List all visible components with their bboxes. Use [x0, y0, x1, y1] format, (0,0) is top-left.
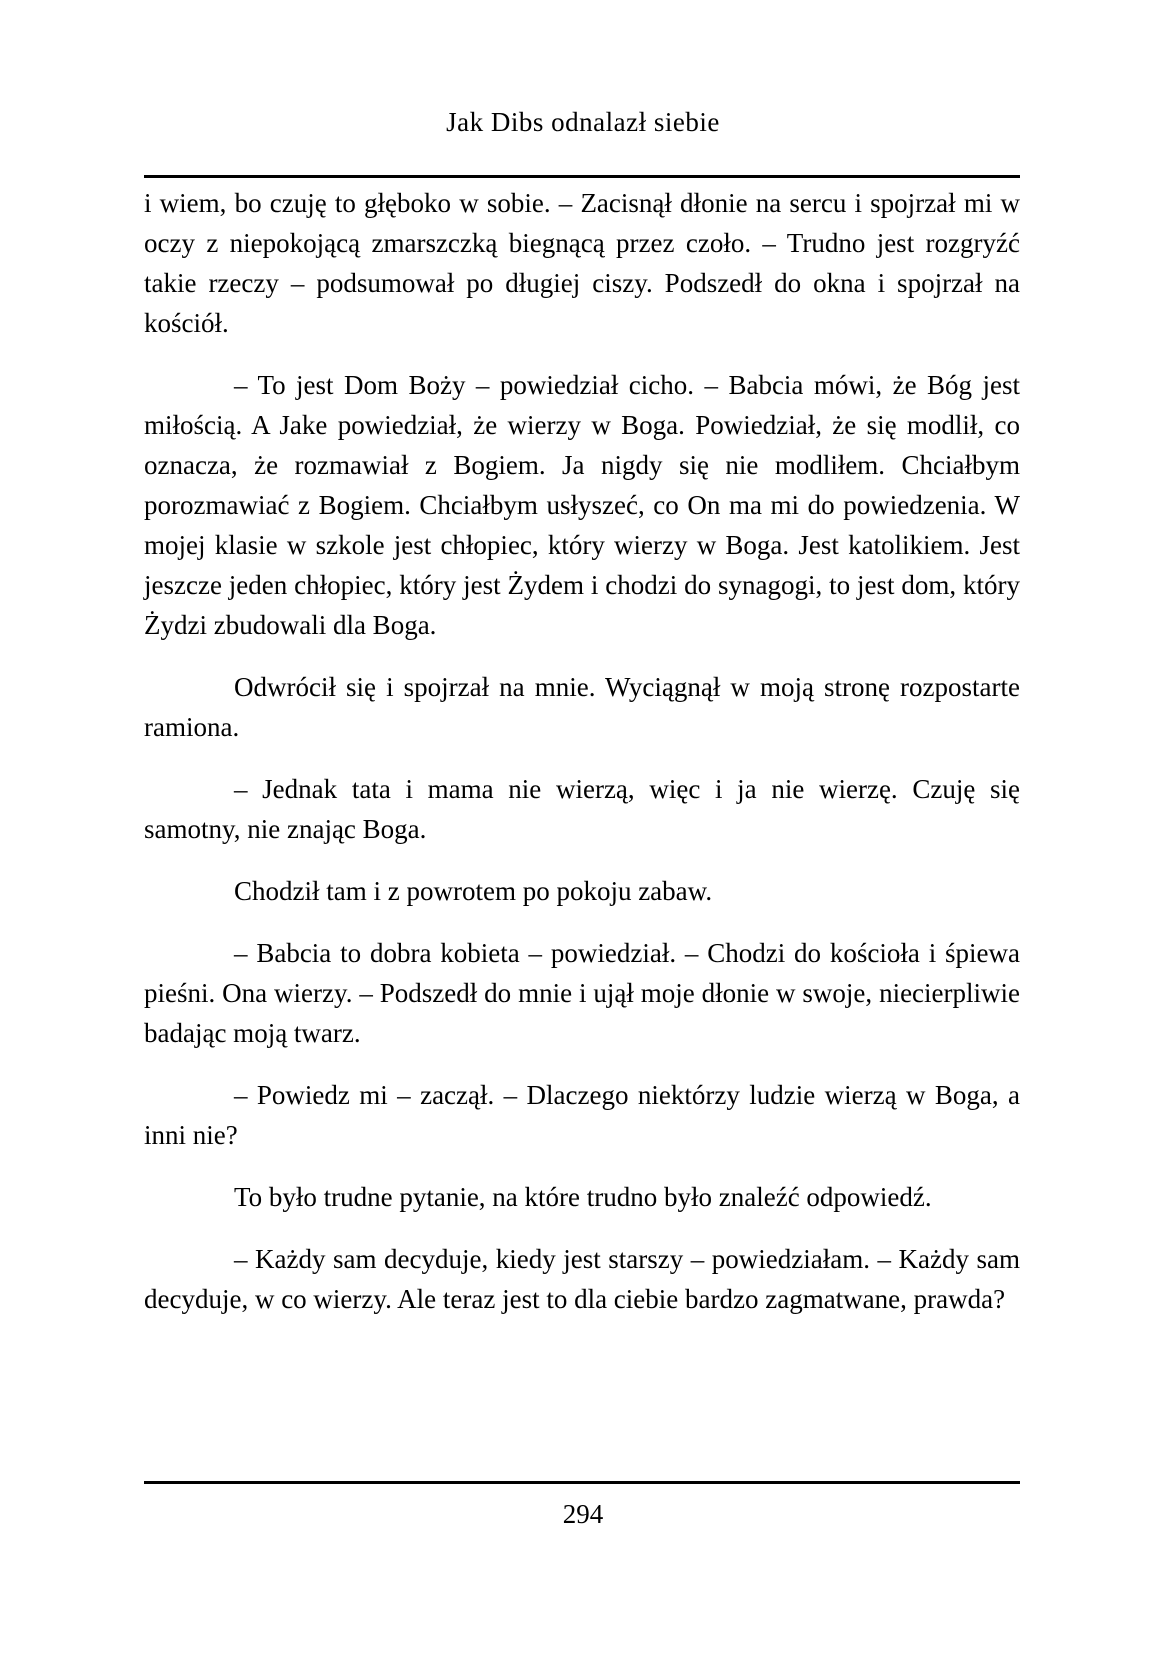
paragraph: – Babcia to dobra kobieta – powiedział. – Chodzi do kościoła i śpiewa pieśni. Ona wierzy. – Podszedł do mnie i ujął moje dłonie w swoje, niecierpliwie badając moją twarz.	[144, 938, 1020, 1048]
page-number: 294	[562, 1499, 604, 1529]
body-text	[144, 183, 1020, 1319]
paragraph: Chodził tam i z powrotem po pokoju zabaw.	[234, 876, 713, 906]
running-header-title: Jak Dibs odnalazł siebie	[446, 107, 720, 137]
paragraph: Odwrócił się i spojrzał na mnie. Wyciągnął w moją stronę rozpostarte ramiona.	[144, 672, 1020, 742]
header-rule	[144, 175, 1020, 178]
paragraph: i wiem, bo czuję to głęboko w sobie. – Zacisnął dłonie na sercu i spojrzał mi w oczy z niepokojącą zmarszczką biegnącą przez czoło. – Trudno jest rozgryźć takie rzeczy – podsumował po długiej ciszy. Podszedł do okna i spojrzał na kościół.	[144, 188, 1020, 338]
paragraph: – Jednak tata i mama nie wierzą, więc i ja nie wierzę. Czuję się samotny, nie znając Boga.	[144, 774, 1020, 844]
paragraph: – Powiedz mi – zaczął. – Dlaczego niektórzy ludzie wierzą w Boga, a inni nie?	[144, 1080, 1020, 1150]
footer-rule	[144, 1481, 1020, 1484]
paragraph: – To jest Dom Boży – powiedział cicho. – Babcia mówi, że Bóg jest miłością. A Jake powiedział, że wierzy w Boga. Powiedział, że się modlił, co oznacza, że rozmawiał z Bogiem. Ja nigdy się nie modliłem. Chciałbym porozmawiać z Bogiem. Chciałbym usłyszeć, co On ma mi do powiedzenia. W mojej klasie w szkole jest chłopiec, który wierzy w Boga. Jest katolikiem. Jest jeszcze jeden chłopiec, który jest Żydem i chodzi do synagogi, to jest dom, który Żydzi zbudowali dla Boga.	[144, 370, 1020, 640]
paragraph: To było trudne pytanie, na które trudno było znaleźć odpowiedź.	[234, 1182, 932, 1212]
paragraph: – Każdy sam decyduje, kiedy jest starszy – powiedziałam. – Każdy sam decyduje, w co wierzy. Ale teraz jest to dla ciebie bardzo zagmatwane, prawda?	[144, 1244, 1020, 1314]
